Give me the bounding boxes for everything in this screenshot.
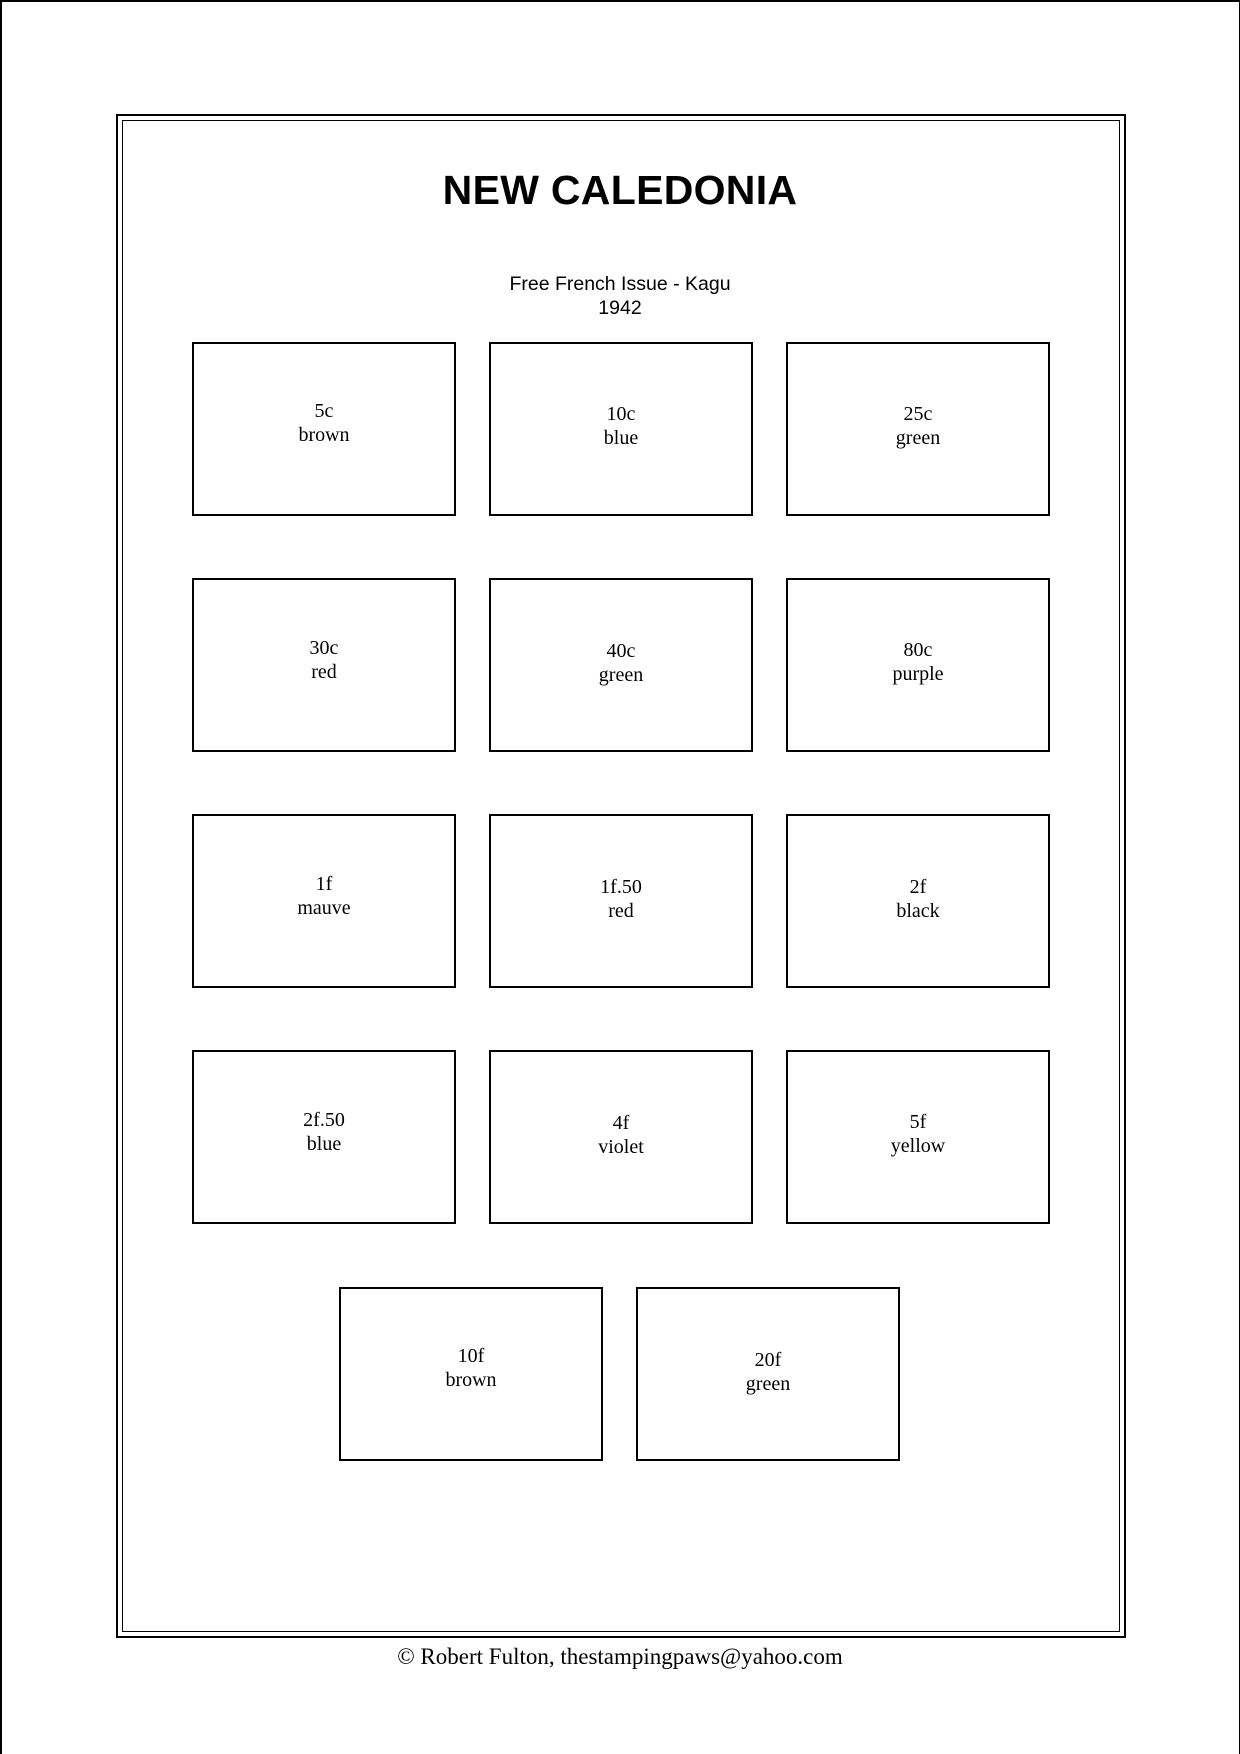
stamp-color: green (598, 664, 644, 686)
issue-name: Free French Issue - Kagu (509, 273, 731, 295)
stamp-color: blue (306, 1133, 342, 1155)
stamp-color: black (896, 900, 940, 922)
stamp-denomination: 2f (909, 876, 927, 898)
stamp-denomination: 10f (457, 1345, 485, 1367)
stamp-color: violet (598, 1136, 644, 1158)
stamp-denomination: 2f.50 (303, 1109, 345, 1131)
stamp-space (489, 814, 753, 988)
stamp-space (192, 1050, 456, 1224)
stamp-color: yellow (890, 1135, 946, 1157)
stamp-denomination: 80c (903, 639, 933, 661)
stamp-denomination: 30c (309, 637, 339, 659)
page-title: NEW CALEDONIA (442, 167, 798, 213)
stamp-space (786, 1050, 1050, 1224)
stamp-space (339, 1287, 603, 1461)
stamp-denomination: 4f (612, 1112, 630, 1134)
stamp-color: red (311, 661, 337, 683)
stamp-color: mauve (297, 897, 351, 919)
stamp-color: brown (298, 424, 350, 446)
stamp-color: brown (445, 1369, 497, 1391)
stamp-space (489, 1050, 753, 1224)
stamp-color: purple (892, 663, 944, 685)
stamp-space (786, 578, 1050, 752)
stamp-color: red (608, 900, 634, 922)
stamp-color: green (745, 1373, 791, 1395)
stamp-denomination: 10c (606, 403, 636, 425)
stamp-space (192, 814, 456, 988)
stamp-space (786, 342, 1050, 516)
copyright-footer: © Robert Fulton, thestampingpaws@yahoo.com (397, 1644, 843, 1669)
stamp-space (786, 814, 1050, 988)
issue-heading (0, 272, 1240, 320)
stamp-space (192, 342, 456, 516)
stamp-space (192, 578, 456, 752)
stamp-space (489, 342, 753, 516)
stamp-color: blue (603, 427, 639, 449)
stamp-space (636, 1287, 900, 1461)
stamp-denomination: 1f (315, 873, 333, 895)
stamp-denomination: 40c (606, 640, 636, 662)
stamp-denomination: 5f (909, 1111, 927, 1133)
stamp-color: green (895, 427, 941, 449)
stamp-denomination: 20f (754, 1349, 782, 1371)
stamp-denomination: 1f.50 (600, 876, 642, 898)
stamp-denomination: 5c (314, 400, 334, 422)
issue-year: 1942 (598, 297, 642, 319)
stamp-denomination: 25c (903, 403, 933, 425)
stamp-space (489, 578, 753, 752)
